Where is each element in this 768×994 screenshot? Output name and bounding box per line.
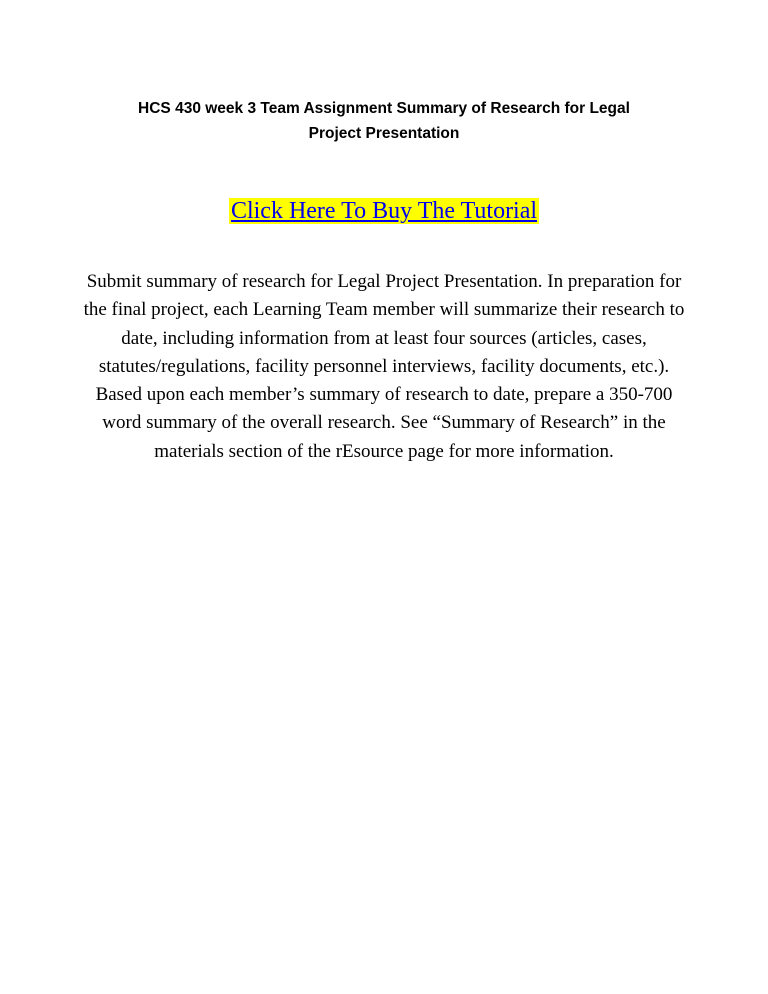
document-title [0, 96, 768, 146]
assignment-description: Submit summary of research for Legal Project Presentation. In preparation for the final project, each Learning Team member will summarize their research to date, including information from at least four sources (articles, cases, statutes/regulations, facility personnel interviews, facility documents, etc.). Based upon each member’s summary of research to date, prepare a 350-700 word summary of the overall research. See “Summary of Research” in the materials section of the rEsource page for more information. [83, 271, 685, 462]
title-line-2: Project Presentation [308, 125, 460, 142]
title-line-1: HCS 430 week 3 Team Assignment Summary of Research for Legal [138, 100, 630, 117]
buy-tutorial-link[interactable]: Click Here To Buy The Tutorial [230, 198, 538, 224]
